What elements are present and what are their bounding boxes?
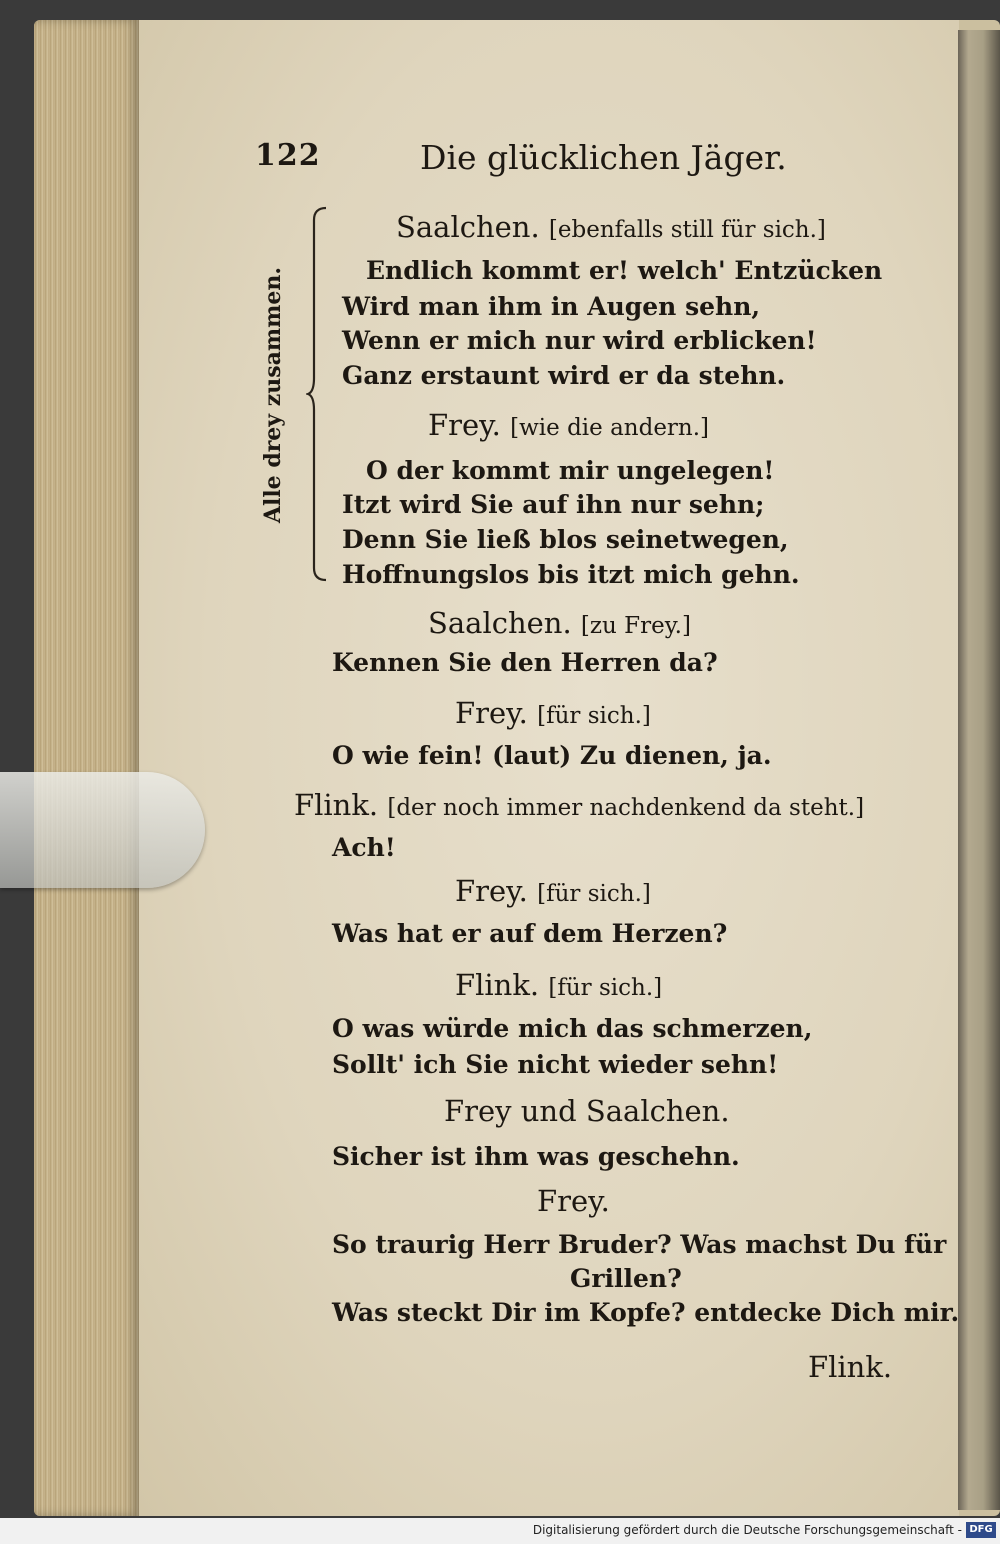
speaker-flink: Flink. [der noch immer nachdenkend da steht.] [294, 788, 865, 822]
page-edges [34, 20, 139, 1516]
speaker-frey: Frey. [für sich.] [455, 696, 651, 730]
brace-icon [306, 206, 330, 582]
verse-line: Grillen? [570, 1264, 682, 1293]
verse-line: Itzt wird Sie auf ihn nur sehn; [342, 490, 765, 519]
speaker-frey: Frey. [wie die andern.] [428, 408, 710, 442]
verse-line: Sollt' ich Sie nicht wieder sehn! [332, 1050, 779, 1079]
verse-line: Wenn er mich nur wird erblicken! [342, 326, 817, 355]
speaker-frey: Frey. [537, 1184, 610, 1218]
verse-line: O was würde mich das schmerzen, [332, 1014, 813, 1043]
bookmark-clip [0, 772, 205, 888]
verse-line: Kennen Sie den Herren da? [332, 648, 718, 677]
side-note-text: Alle drey zusammen. [260, 266, 286, 524]
speaker-saalchen: Saalchen. [ebenfalls still für sich.] [396, 210, 826, 244]
verse-line: Denn Sie ließ blos seinetwegen, [342, 525, 789, 554]
running-title: Die glücklichen Jäger. [420, 138, 787, 177]
verse-line: Endlich kommt er! welch' Entzücken [366, 256, 883, 285]
verse-line: Ach! [332, 833, 396, 862]
footer-bar [0, 1518, 1000, 1544]
dfg-logo-icon: DFG [966, 1522, 996, 1538]
verse-line: Wird man ihm in Augen sehn, [342, 292, 761, 321]
verse-line: So traurig Herr Bruder? Was machst Du für [332, 1230, 947, 1259]
verse-line: Ganz erstaunt wird er da stehn. [342, 361, 786, 390]
speaker-flink: Flink. [für sich.] [455, 968, 663, 1002]
verse-line: Was steckt Dir im Kopfe? entdecke Dich mir. [332, 1298, 960, 1327]
verse-line: O der kommt mir ungelegen! [366, 456, 775, 485]
speaker-saalchen: Saalchen. [zu Frey.] [428, 606, 691, 640]
verse-line: Was hat er auf dem Herzen? [332, 919, 728, 948]
speaker-frey-und-saalchen: Frey und Saalchen. [444, 1094, 730, 1128]
side-note [256, 266, 290, 524]
catchword-flink: Flink. [808, 1350, 893, 1384]
verse-line: O wie fein! (laut) Zu dienen, ja. [332, 741, 772, 770]
footer-credit: Digitalisierung gefördert durch die Deutsche Forschungsgemeinschaft - [532, 1523, 962, 1537]
running-header [255, 138, 815, 178]
verse-line: Sicher ist ihm was geschehn. [332, 1142, 740, 1171]
speaker-frey: Frey. [für sich.] [455, 874, 651, 908]
page-number: 122 [255, 138, 321, 173]
verse-line: Hoffnungslos bis itzt mich gehn. [342, 560, 800, 589]
right-page-edge [958, 30, 1000, 1510]
